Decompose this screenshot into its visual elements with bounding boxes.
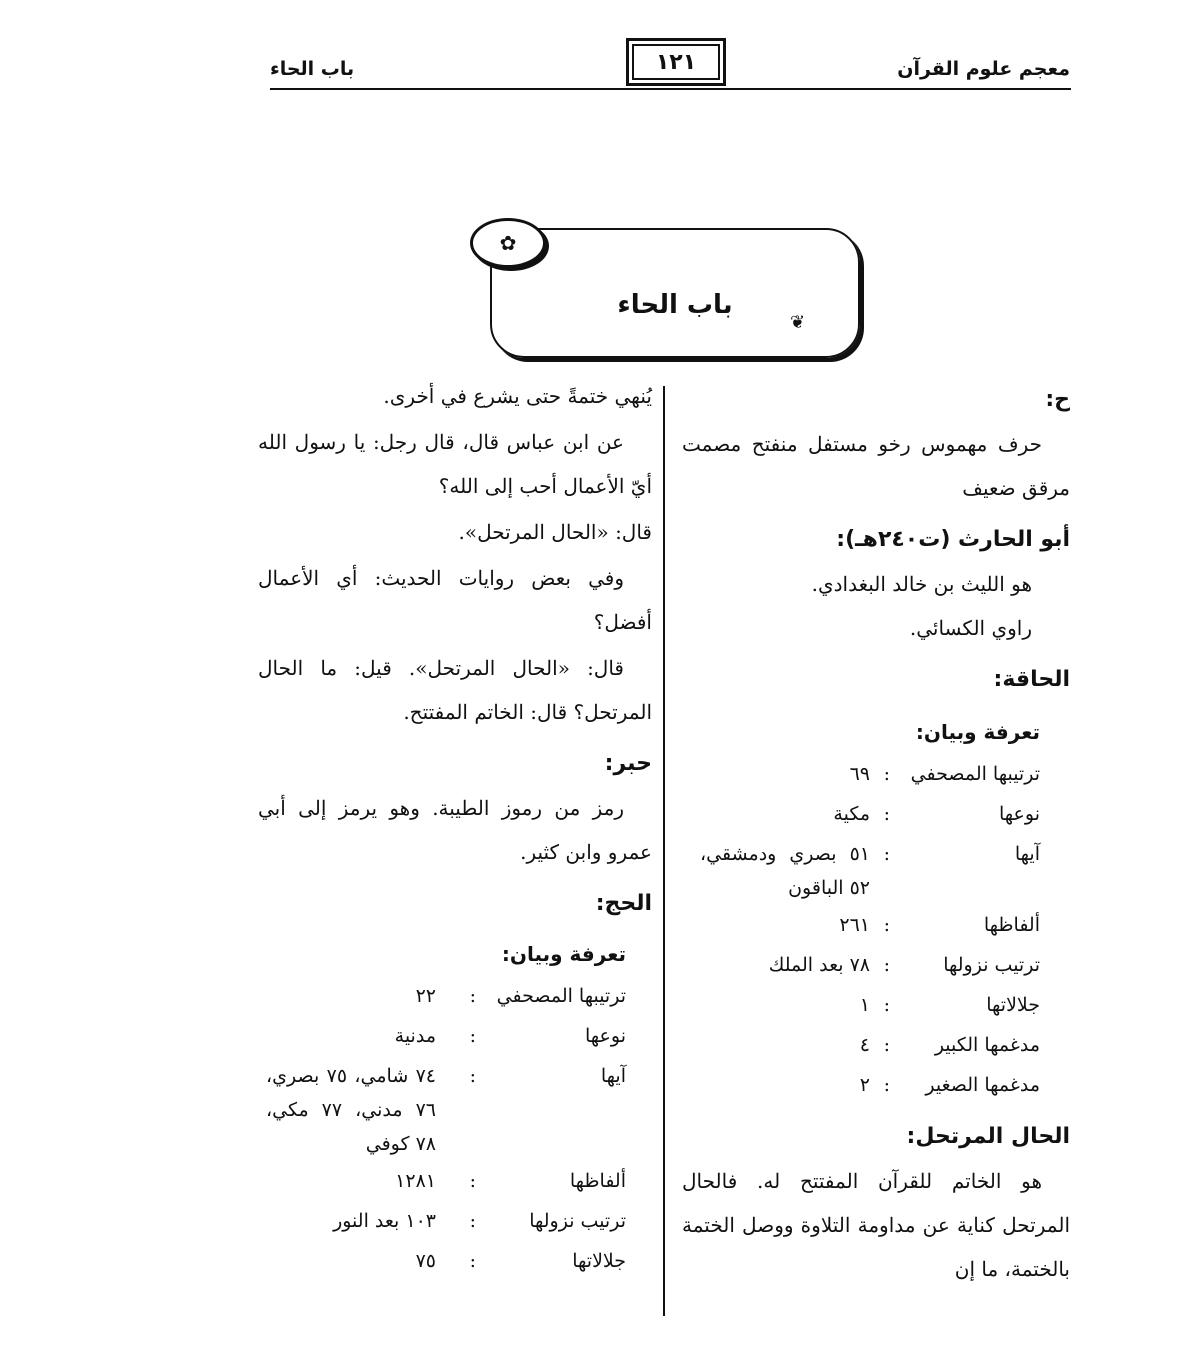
info-key: ترتيب نزولها (529, 1210, 626, 1232)
info-value: ١٢٨١ (395, 1170, 436, 1192)
chapter-title: باب الحاء (617, 290, 733, 320)
entry-text-hibr: رمز من رموز الطيبة. وهو يرمز إلى أبي عمرو وابن كثير. (258, 796, 652, 864)
info-table-hajj: ترتيبها المصحفي : ٢٢ نوعها : مدنية آيها : ٧٤ شامي، ٧٥ بصري، ٧٦ مدني، ٧٧ مكي، ٧٨ كوفي ألفاظها : ١٢٨١ ترتيب نزولها : ١٠٣ بعد النور جلالاتها : ٧٥ (258, 976, 652, 1281)
info-value: ٢٦١ (839, 914, 870, 936)
left-column (258, 374, 652, 1281)
info-key: جلالاتها (986, 994, 1040, 1016)
info-key: آيها (600, 1065, 626, 1087)
info-key: ترتيبها المصحفي (496, 985, 626, 1007)
info-key: ترتيب نزولها (943, 954, 1040, 976)
page-number: ١٢١ (626, 38, 726, 86)
running-header-chapter: باب الحاء (270, 58, 355, 80)
continued-text: يُنهي ختمةً حتى يشرع في أخرى. (383, 384, 652, 408)
column-divider (663, 386, 665, 1316)
info-value: ٥١ بصري ودمشقي، ٥٢ الباقون (700, 843, 870, 899)
hadith-ibn-abbas: عن ابن عباس قال، قال رجل: يا رسول الله أيّ الأعمال أحب إلى الله؟ (258, 430, 652, 498)
info-key: ألفاظها (983, 914, 1040, 936)
info-subheading-haqqa: تعرفة وبيان: (915, 720, 1040, 744)
right-column (682, 378, 1070, 1291)
entry-heading-hibr: حبر: (604, 751, 652, 776)
info-value: ٦٩ (849, 763, 870, 785)
hadith-answer-2: قال: «الحال المرتحل». قيل: ما الحال المرتحل؟ قال: الخاتم المفتتح. (258, 656, 652, 724)
info-key: ترتيبها المصحفي (910, 763, 1040, 785)
floral-ornament-icon: ✿ (470, 218, 546, 268)
info-key: ألفاظها (569, 1170, 626, 1192)
info-value: ١ (859, 994, 870, 1016)
entry-heading-hal-murtahil: الحال المرتحل: (906, 1124, 1070, 1149)
entry-heading-hajj: الحج: (595, 891, 652, 916)
info-key: آيها (1014, 843, 1040, 865)
info-table-haqqa: ترتيبها المصحفي : ٦٩ نوعها : مكية آيها : ٥١ بصري ودمشقي، ٥٢ الباقون ألفاظها : ٢٦١ ترتيب نزولها : ٧٨ بعد الملك جلالاتها : ١ مدغمها الكبير : ٤ مدغمها الصغير : ٢ (682, 754, 1070, 1105)
running-header-book-title: معجم علوم القرآن (897, 58, 1070, 80)
info-subheading-hajj: تعرفة وبيان: (501, 942, 626, 966)
entry-text-hal-murtahil: هو الخاتم للقرآن المفتتح له. فالحال المرتحل كناية عن مداومة التلاوة ووصل الختمة بالختمة، ما إن (682, 1169, 1070, 1281)
chapter-title-frame (490, 228, 860, 358)
entry-heading-abu-harith: أبو الحارث (ت٢٤٠هـ): (836, 527, 1070, 552)
info-value: مدنية (394, 1025, 436, 1047)
hadith-answer-1: قال: «الحال المرتحل». (458, 520, 652, 544)
info-value: ٧٨ بعد الملك (768, 954, 870, 976)
info-value: ٧٥ (415, 1250, 436, 1272)
floral-corner-icon: ❦ (790, 312, 806, 333)
entry-heading-haqqa: الحاقة: (993, 667, 1070, 692)
info-key: جلالاتها (572, 1250, 626, 1272)
header-rule (270, 88, 1071, 90)
info-key: مدغمها الصغير (925, 1074, 1040, 1096)
entry-heading-ha: ح: (1045, 387, 1070, 412)
entry-text-abu-line1: هو الليث بن خالد البغدادي. (811, 572, 1032, 596)
info-value: ٢٢ (415, 985, 436, 1007)
info-key: نوعها (585, 1025, 626, 1047)
entry-text-abu-line2: راوي الكسائي. (909, 616, 1032, 640)
hadith-variant: وفي بعض روايات الحديث: أي الأعمال أفضل؟ (258, 566, 652, 634)
info-value: ١٠٣ بعد النور (333, 1210, 436, 1232)
info-key: نوعها (999, 803, 1040, 825)
info-key: مدغمها الكبير (934, 1034, 1040, 1056)
info-value: ٧٤ شامي، ٧٥ بصري، ٧٦ مدني، ٧٧ مكي، ٧٨ كوفي (266, 1065, 437, 1155)
info-value: ٤ (859, 1034, 870, 1056)
entry-text-ha: حرف مهموس رخو مستفل منفتح مصمت مرقق ضعيف (682, 432, 1070, 500)
info-value: مكية (833, 803, 870, 825)
info-value: ٢ (859, 1074, 870, 1096)
